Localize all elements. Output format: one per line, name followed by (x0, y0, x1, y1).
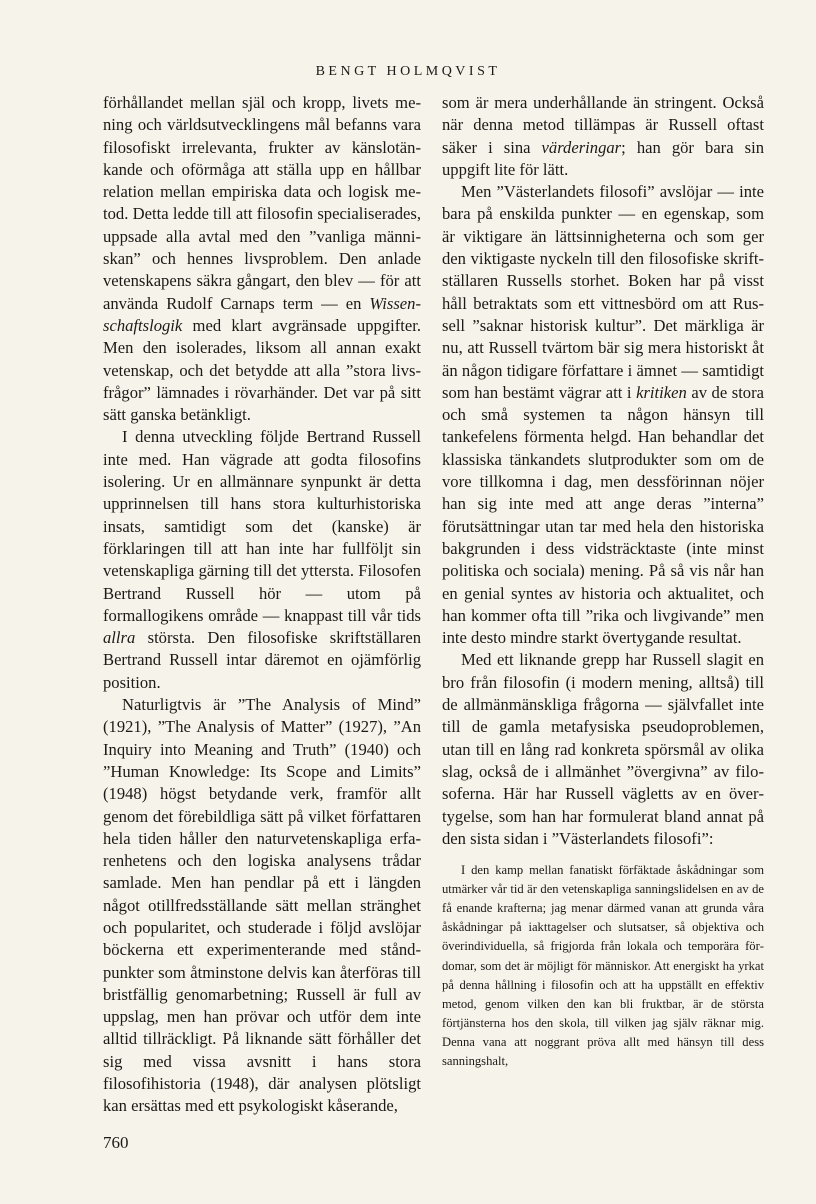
emphasis: värderingar (541, 137, 622, 157)
left-column (103, 92, 421, 1118)
paragraph: Med ett liknande grepp har Russell slagit en bro från filosofin (i modern mening, alltså) till de allmänmänskliga frågorna — självfallet inte till de gamla metafysiska pseudoproblemen, utan till en lång rad konkreta spörsmål av olika slag, också de i allmänhet ”övergivna” av filosoferna. Här har Russell vägletts av en övertygelse, som han har formulerat bland annat på den sista sidan i ”Västerlandets filosofi”: (442, 650, 764, 848)
right-column (442, 92, 764, 1071)
paragraph: I denna utveckling följde Bertrand Russell inte med. Han vägrade att godta filosofins isolering. Ur en allmännare synpunkt är detta upprinnelsen till hans stora kulturhistoriska insats, samtidigt som det (kanske) är förklaringen till att han inte har fullföljt sin vetenskapliga gärning till det yttersta. Filosofen Bertrand Russell hör — utom på formallogikens område — knappast till vår tids allra största. Den filosofiske skriftställaren Bertrand Russell intar däremot en ojämförlig position. (103, 427, 421, 692)
block-quote: I den kamp mellan fanatiskt förfäktade åskådningar som utmärker vår tid är den vetenskapliga sanningslidelsen en av de få enande krafterna; jag menar därmed vanan att grunda våra åskådningar på iakttagelser och slutsatser, så objektiva och överindividuella, så frigjorda från lokala och temporära fördomar, som det är möjligt för människor. Att energiskt ha yrkat på denna hållning i filosofin och att ha uppställt en effektiv metod, genom vilken den kan bli fruktbar, är de största förtjänsterna hos den skola, till vilken jag själv räknar mig. Denna vana att noggrant pröva allt med hänsyn till dess sanningshalt, (442, 863, 764, 1069)
paragraph: förhållandet mellan själ och kropp, livets mening och världsutvecklingens mål befanns vara filosofiskt irrelevanta, frukter av känslotänkande och oförmåga att ställa upp en hållbar relation mellan empiriska data och logisk metod. Detta ledde till att filosofin specialiserades, uppsade alla avtal med den ”vanliga människan” och hennes livsproblem. Den anlade vetenskapens säkra gångart, den blev — för att använda Rudolf Carnaps term — en Wissenschaftslogik med klart avgränsade uppgifter. Men den isolerades, liksom all annan exakt vetenskap, och det betydde att alla ”stora livsfrågor” lämnades i rövarhänder. Det var på sitt sätt ganska betänkligt. (103, 93, 421, 425)
emphasis: Wissenschaftslogik (103, 293, 421, 335)
paragraph: Naturligtvis är ”The Analysis of Mind” (1921), ”The Analysis of Matter” (1927), ”An Inquiry into Meaning and Truth” (1940) och ”Human Knowledge: Its Scope and Limits” (1948) högst betydande verk, framför allt genom det förebildliga sätt på vilket författaren hela tiden håller den naturvetenskapliga erfarenhetens och den logiska analysens trådar samlade. Men han pendlar på ett i längden något otillfredsställande sätt mellan stränghet och popularitet, och studerade i följd avslöjar böckerna ett experimenterande med ståndpunkter som åtminstone delvis kan återföras till bristfällig genomarbetning; Russell är full av uppslag, men han prövar och utför dem inte alltid tillräckligt. På liknande sätt förhåller det sig med vissa avsnitt i hans stora filosofihistoria (1948), där analysen plötsligt kan ersättas med ett psykologiskt kåserande, (103, 695, 421, 1116)
running-head: BENGT HOLMQVIST (315, 64, 501, 79)
paragraph: Men ”Västerlandets filosofi” avslöjar — inte bara på enskilda punkter — en egenskap, som är viktigare än lättsinnigheterna och som ger den viktigaste nyckeln till den filosofiske skriftställaren Russells storhet. Boken har på visst håll betraktats som ett vittnesbörd om att Russell ”saknar historisk kultur”. Det märkliga är nu, att Russell tvärtom bär sig mera historiskt åt än någon tidigare författare i ämnet — samtidigt som han bestämt vägrar att i kritiken av de stora och små systemen ta någon hänsyn till tankefelens förmenta helgd. Han behandlar det klassiska tänkandets slutprodukter som om de vore tillkomna i dag, men dessförinnan nöjer han sig inte med att ange deras ”interna” förutsättningar utan tar med hela den historiska bakgrunden i dess vidsträcktaste (inte minst politiska och sociala) mening. På så vis når han en genial syntes av historia och aktualitet, och han kommer ofta till ”rika och livgivande” men inte desto mindre starkt övertygande resultat. (442, 182, 764, 648)
emphasis: allra (103, 628, 136, 648)
paragraph: som är mera underhållande än stringent. Också när denna metod tillämpas är Russell oftast säker i sina värderingar; han gör bara sin uppgift lite för lätt. (442, 93, 765, 179)
emphasis: kritiken (636, 382, 687, 402)
page-number: 760 (103, 1133, 129, 1152)
